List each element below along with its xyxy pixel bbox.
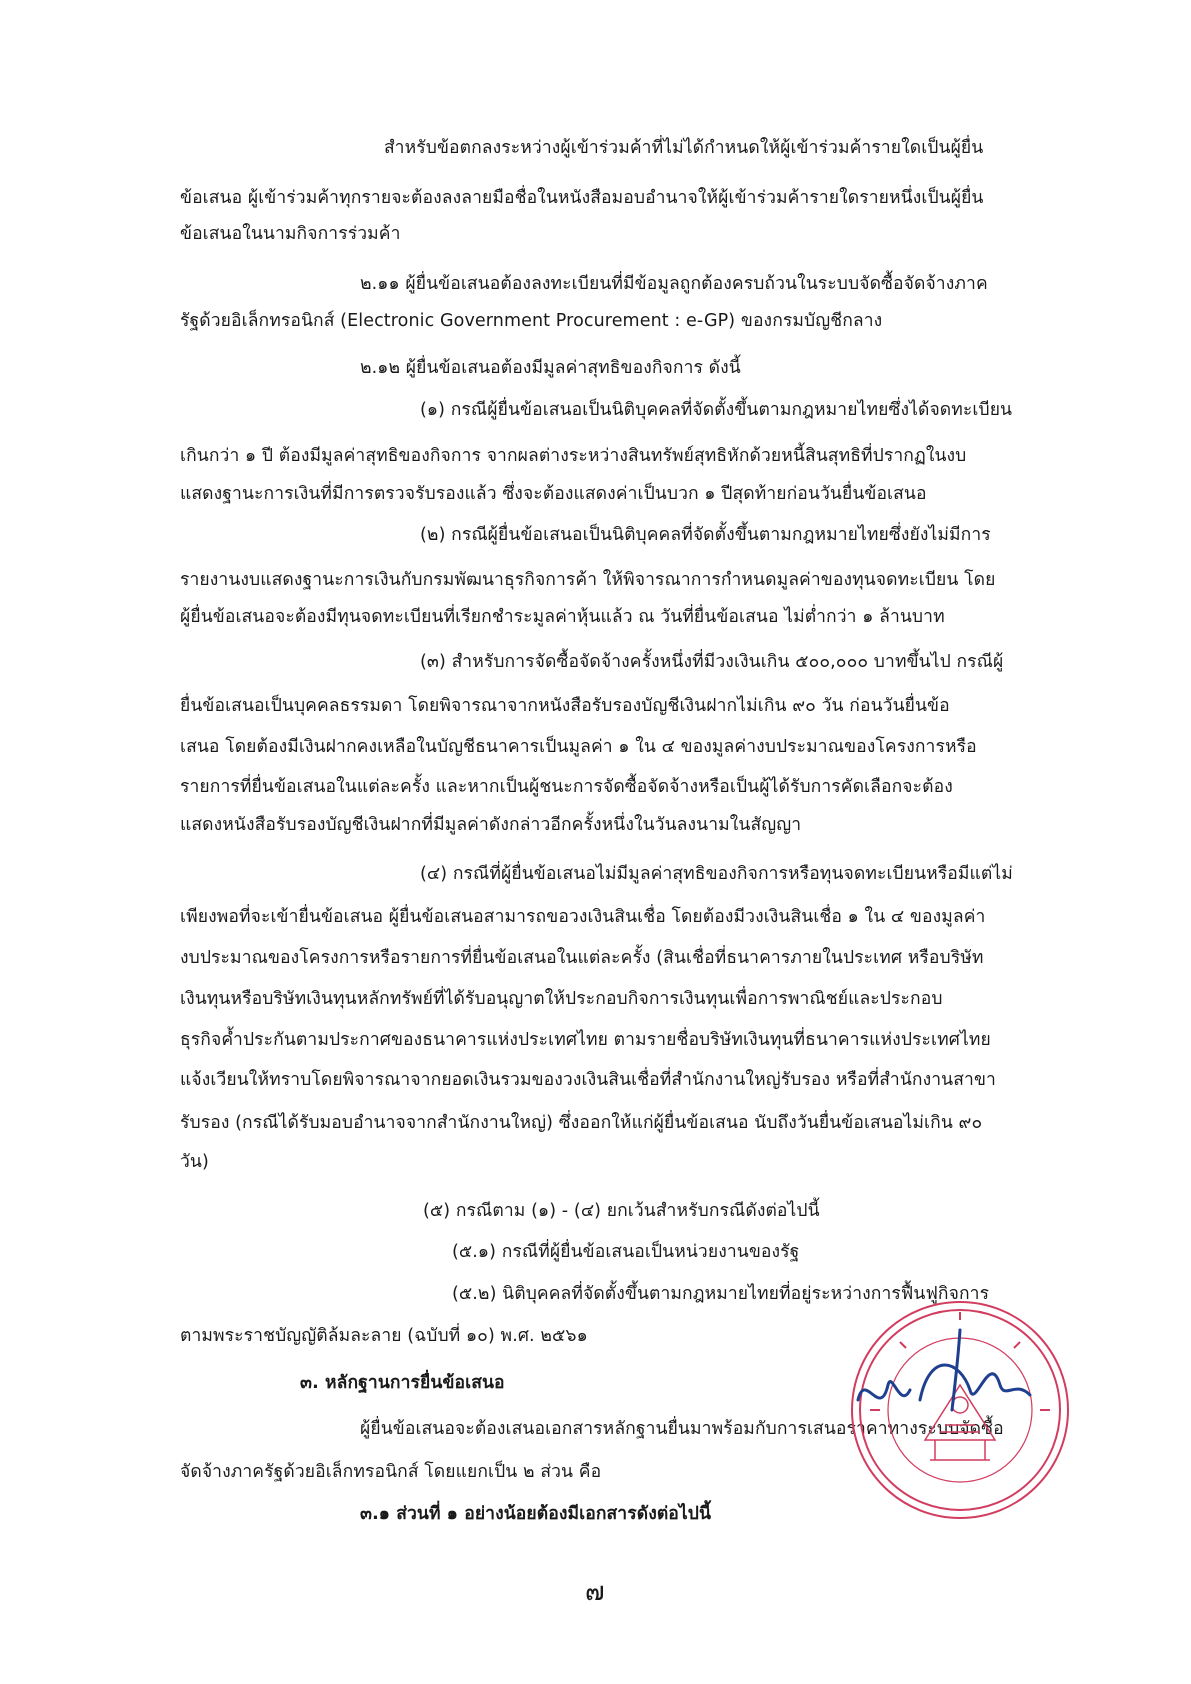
text-line: ข้อเสนอ ผู้เข้าร่วมค้าทุกรายจะต้องลงลายมือชื่อในหนังสือมอบอำนาจให้ผู้เข้าร่วมค้ารายใดรายหนึ่งเป็นผู้ยื่น [180,188,984,208]
text-line: รับรอง (กรณีได้รับมอบอำนาจจากสำนักงานใหญ่) ซึ่งออกให้แก่ผู้ยื่นข้อเสนอ นับถึงวันยื่นข้อเสนอไม่เกิน ๙๐ [180,1113,983,1133]
text-line: เพียงพอที่จะเข้ายื่นข้อเสนอ ผู้ยื่นข้อเสนอสามารถขอวงเงินสินเชื่อ โดยต้องมีวงเงินสินเชื่อ ๑ ใน ๔ ของมูลค่า [180,907,986,927]
text-line: ตามพระราชบัญญัติล้มละลาย (ฉบับที่ ๑๐) พ.ศ. ๒๕๖๑ [180,1326,588,1346]
text-line: รัฐด้วยอิเล็กทรอนิกส์ (Electronic Government Procurement : e-GP) ของกรมบัญชีกลาง [180,311,883,331]
text-line: (๕.๒) นิติบุคคลที่จัดตั้งขึ้นตามกฎหมายไทยที่อยู่ระหว่างการฟื้นฟูกิจการ [452,1284,990,1304]
text-line: ผู้ยื่นข้อเสนอจะต้องมีทุนจดทะเบียนที่เรียกชำระมูลค่าหุ้นแล้ว ณ วันที่ยื่นข้อเสนอ ไม่ต่ำกว่า ๑ ล้านบาท [180,607,945,627]
text-line: ข้อเสนอในนามกิจการร่วมค้า [180,224,401,244]
page-number: ๗ [585,1577,605,1607]
text-line: ธุรกิจค้ำประกันตามประกาศของธนาคารแห่งประเทศไทย ตามรายชื่อบริษัทเงินทุนที่ธนาคารแห่งประเทศไทย [180,1030,991,1050]
section-heading: ๓. หลักฐานการยื่นข้อเสนอ [300,1373,505,1393]
text-line: ยื่นข้อเสนอเป็นบุคคลธรรมดา โดยพิจารณาจากหนังสือรับรองบัญชีเงินฝากไม่เกิน ๙๐ วัน ก่อนวันยื่นข้อ [180,696,950,716]
text-line: (๕.๑) กรณีที่ผู้ยื่นข้อเสนอเป็นหน่วยงานของรัฐ [452,1242,800,1262]
text-line: เสนอ โดยต้องมีเงินฝากคงเหลือในบัญชีธนาคารเป็นมูลค่า ๑ ใน ๔ ของมูลค่างบประมาณของโครงการหรือ [180,737,977,757]
text-line: รายงานงบแสดงฐานะการเงินกับกรมพัฒนาธุรกิจการค้า ให้พิจารณาการกำหนดมูลค่าของทุนจดทะเบียน โดย [180,570,996,590]
official-seal-icon [840,1290,1080,1530]
text-line: รายการที่ยื่นข้อเสนอในแต่ละครั้ง และหากเป็นผู้ชนะการจัดซื้อจัดจ้างหรือเป็นผู้ได้รับการคัดเลือกจะต้อง [180,777,953,797]
text-line: งบประมาณของโครงการหรือรายการที่ยื่นข้อเสนอในแต่ละครั้ง (สินเชื่อที่ธนาคารภายในประเทศ หรือบริษัท [180,948,984,968]
text-line: ๒.๑๒ ผู้ยื่นข้อเสนอต้องมีมูลค่าสุทธิของกิจการ ดังนี้ [360,358,741,378]
text-line: จัดจ้างภาครัฐด้วยอิเล็กทรอนิกส์ โดยแยกเป็น ๒ ส่วน คือ [180,1462,602,1482]
text-line: (๒) กรณีผู้ยื่นข้อเสนอเป็นนิติบุคคลที่จัดตั้งขึ้นตามกฎหมายไทยซึ่งยังไม่มีการ [420,525,991,545]
text-line: (๑) กรณีผู้ยื่นข้อเสนอเป็นนิติบุคคลที่จัดตั้งขึ้นตามกฎหมายไทยซึ่งได้จดทะเบียน [420,400,1013,420]
text-line: แจ้งเวียนให้ทราบโดยพิจารณาจากยอดเงินรวมของวงเงินสินเชื่อที่สำนักงานใหญ่รับรอง หรือที่สำนักงานสาขา [180,1070,996,1090]
text-line: เกินกว่า ๑ ปี ต้องมีมูลค่าสุทธิของกิจการ จากผลต่างระหว่างสินทรัพย์สุทธิหักด้วยหนี้สินสุทธิที่ปรากฏในงบ [180,446,967,466]
text-line: เงินทุนหรือบริษัทเงินทุนหลักทรัพย์ที่ได้รับอนุญาตให้ประกอบกิจการเงินทุนเพื่อการพาณิชย์และประกอบ [180,989,943,1009]
text-line: แสดงหนังสือรับรองบัญชีเงินฝากที่มีมูลค่าดังกล่าวอีกครั้งหนึ่งในวันลงนามในสัญญา [180,815,802,835]
subsection-heading: ๓.๑ ส่วนที่ ๑ อย่างน้อยต้องมีเอกสารดังต่อไปนี้ [360,1504,712,1524]
text-line: แสดงฐานะการเงินที่มีการตรวจรับรองแล้ว ซึ่งจะต้องแสดงค่าเป็นบวก ๑ ปีสุดท้ายก่อนวันยื่นข้อเสนอ [180,484,927,504]
text-line: (๔) กรณีที่ผู้ยื่นข้อเสนอไม่มีมูลค่าสุทธิของกิจการหรือทุนจดทะเบียนหรือมีแต่ไม่ [420,864,1013,884]
text-line: สำหรับข้อตกลงระหว่างผู้เข้าร่วมค้าที่ไม่ได้กำหนดให้ผู้เข้าร่วมค้ารายใดเป็นผู้ยื่น [384,138,984,158]
text-line: (๕) กรณีตาม (๑) - (๔) ยกเว้นสำหรับกรณีดังต่อไปนี้ [423,1201,820,1221]
text-line: (๓) สำหรับการจัดซื้อจัดจ้างครั้งหนึ่งที่มีวงเงินเกิน ๕๐๐,๐๐๐ บาทขึ้นไป กรณีผู้ [420,652,1004,672]
text-line: วัน) [180,1152,209,1172]
text-line: ๒.๑๑ ผู้ยื่นข้อเสนอต้องลงทะเบียนที่มีข้อมูลถูกต้องครบถ้วนในระบบจัดซื้อจัดจ้างภาค [360,274,988,294]
text-line: ผู้ยื่นข้อเสนอจะต้องเสนอเอกสารหลักฐานยื่นมาพร้อมกับการเสนอราคาทางระบบจัดซื้อ [360,1419,1004,1439]
